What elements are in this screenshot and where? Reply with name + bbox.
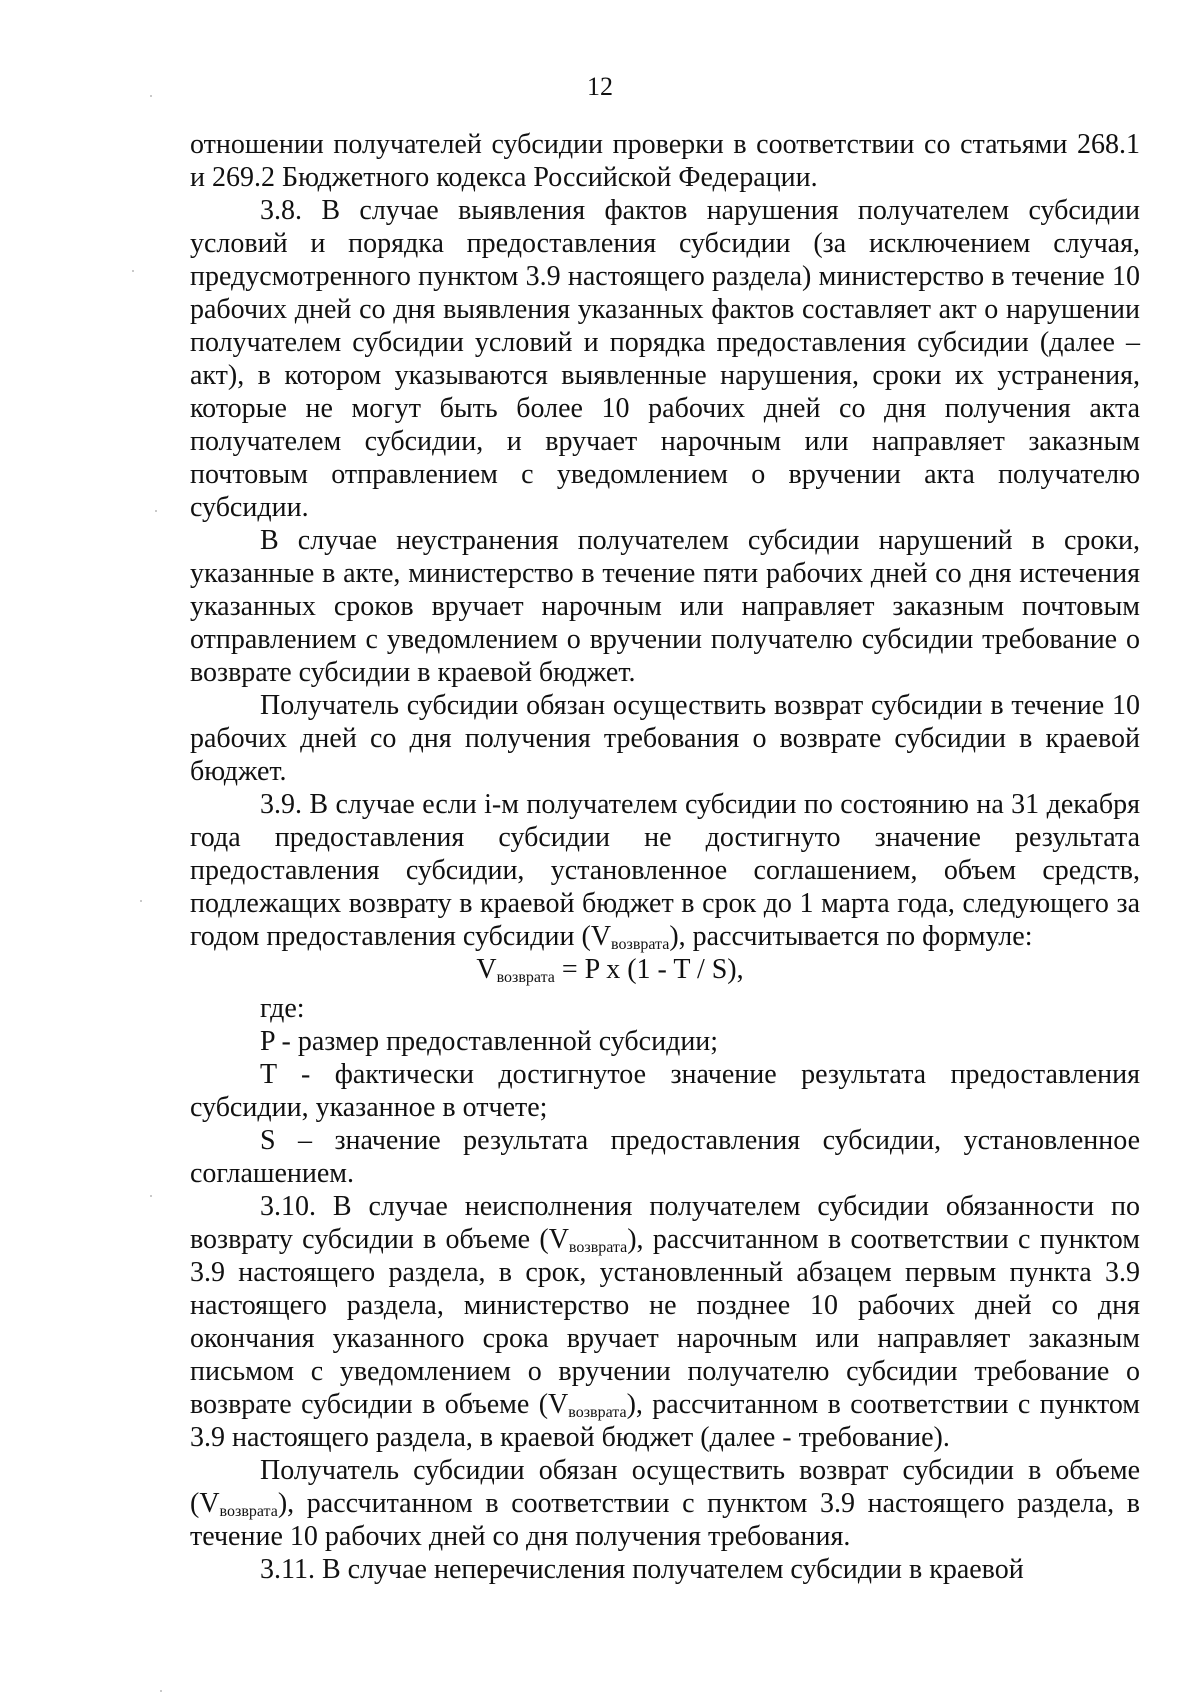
scan-speck [132, 270, 134, 272]
scan-speck [150, 95, 152, 97]
paragraph-3-9 [190, 788, 1140, 953]
paragraph-return-obligation: Получатель субсидии обязан осуществить возврат субсидии в течение 10 рабочих дней со дня получения требования о возврате субсидии в краевой бюджет. [190, 690, 1140, 787]
formula-variable: V [476, 954, 497, 985]
scan-speck [160, 1690, 162, 1692]
page-number: 12 [587, 72, 613, 101]
formula-subscript: возврата [496, 969, 555, 986]
document-body [190, 128, 1140, 1586]
paragraph-3-9-text: 3.9. В случае если i-м получателем субсидии по состоянию на 31 декабря года предоставления субсидии не достигнуто значение результата предоставления субсидии, установленное соглашением, объем средств, подлежащих возврату в краевой бюджет в срок до 1 марта года, следующего за годом предоставления субсидии (V [190, 789, 1140, 952]
definition-s: S – значение результата предоставления субсидии, установленное соглашением. [190, 1125, 1140, 1189]
paragraph-return-volume-part-2: ), рассчитанном в соответствии с пунктом 3.9 настоящего раздела, в течение 10 рабочих дней со дня получения требования. [190, 1488, 1140, 1552]
paragraph-3-11: 3.11. В случае неперечисления получателем субсидии в краевой [260, 1554, 1024, 1585]
paragraph-3-10-part-3: ), рассчитанном в соответствии с пунктом 3.9 настоящего раздела, в краевой бюджет (далее - требование). [190, 1389, 1141, 1453]
paragraph-return-volume-part-1: Получатель субсидии обязан осуществить возврат субсидии в объеме (V [190, 1455, 1140, 1519]
formula-where-label: где: [260, 993, 305, 1024]
scan-speck [140, 900, 142, 902]
subscript-return: возврата [611, 936, 670, 953]
paragraph-continuation: отношении получателей субсидии проверки в соответствии со статьями 268.1 и 269.2 Бюджетного кодекса Российской Федерации. [190, 129, 1140, 193]
return-formula [190, 953, 1140, 986]
subscript-return: возврата [568, 1239, 628, 1256]
paragraph-non-elimination: В случае неустранения получателем субсидии нарушений в сроки, указанные в акте, министерство в течение пяти рабочих дней со дня истечения указанных сроков вручает нарочным или направляет заказным почтовым отправлением с уведомлением о вручении получателю субсидии требование о возврате субсидии в краевой бюджет. [190, 525, 1140, 688]
subscript-return: возврата [219, 1503, 278, 1520]
scan-speck [150, 1195, 152, 1197]
paragraph-3-8: 3.8. В случае выявления фактов нарушения получателем субсидии условий и порядка предоставления субсидии (за исключением случая, предусмотренного пунктом 3.9 настоящего раздела) министерство в течение 10 рабочих дней со дня выявления указанных фактов составляет акт о нарушении получателем субсидии условий и порядка предоставления субсидии (далее – акт), в котором указываются выявленные нарушения, сроки их устранения, которые не могут быть более 10 рабочих дней со дня получения акта получателем субсидии, и вручает нарочным или направляет заказным почтовым отправлением с уведомлением о вручении акта получателю субсидии. [190, 195, 1140, 523]
paragraph-3-10 [190, 1190, 1140, 1454]
formula-expression: = P x (1 - T / S), [554, 954, 744, 985]
subscript-return: возврата [568, 1404, 627, 1421]
paragraph-3-10-part-1: 3.10. В случае неисполнения получателем субсидии обязанности по возврату субсидии в объеме (V [190, 1191, 1140, 1255]
scan-speck [155, 510, 157, 512]
paragraph-3-9-tail: ), рассчитывается по формуле: [669, 921, 1033, 952]
definition-t: T - фактически достигнутое значение результата предоставления субсидии, указанное в отчете; [190, 1059, 1140, 1123]
paragraph-return-volume [190, 1454, 1140, 1553]
definition-p: P - размер предоставленной субсидии; [260, 1026, 719, 1057]
paragraph-3-10-part-2: ), рассчитанном в соответствии с пунктом 3.9 настоящего раздела, в срок, установленный абзацем первым пункта 3.9 настоящего раздела, министерство не позднее 10 рабочих дней со дня окончания указанного срока вручает нарочным или направляет заказным письмом с уведомлением о вручении получателю субсидии требование о возврате субсидии в объеме (V [190, 1224, 1140, 1420]
